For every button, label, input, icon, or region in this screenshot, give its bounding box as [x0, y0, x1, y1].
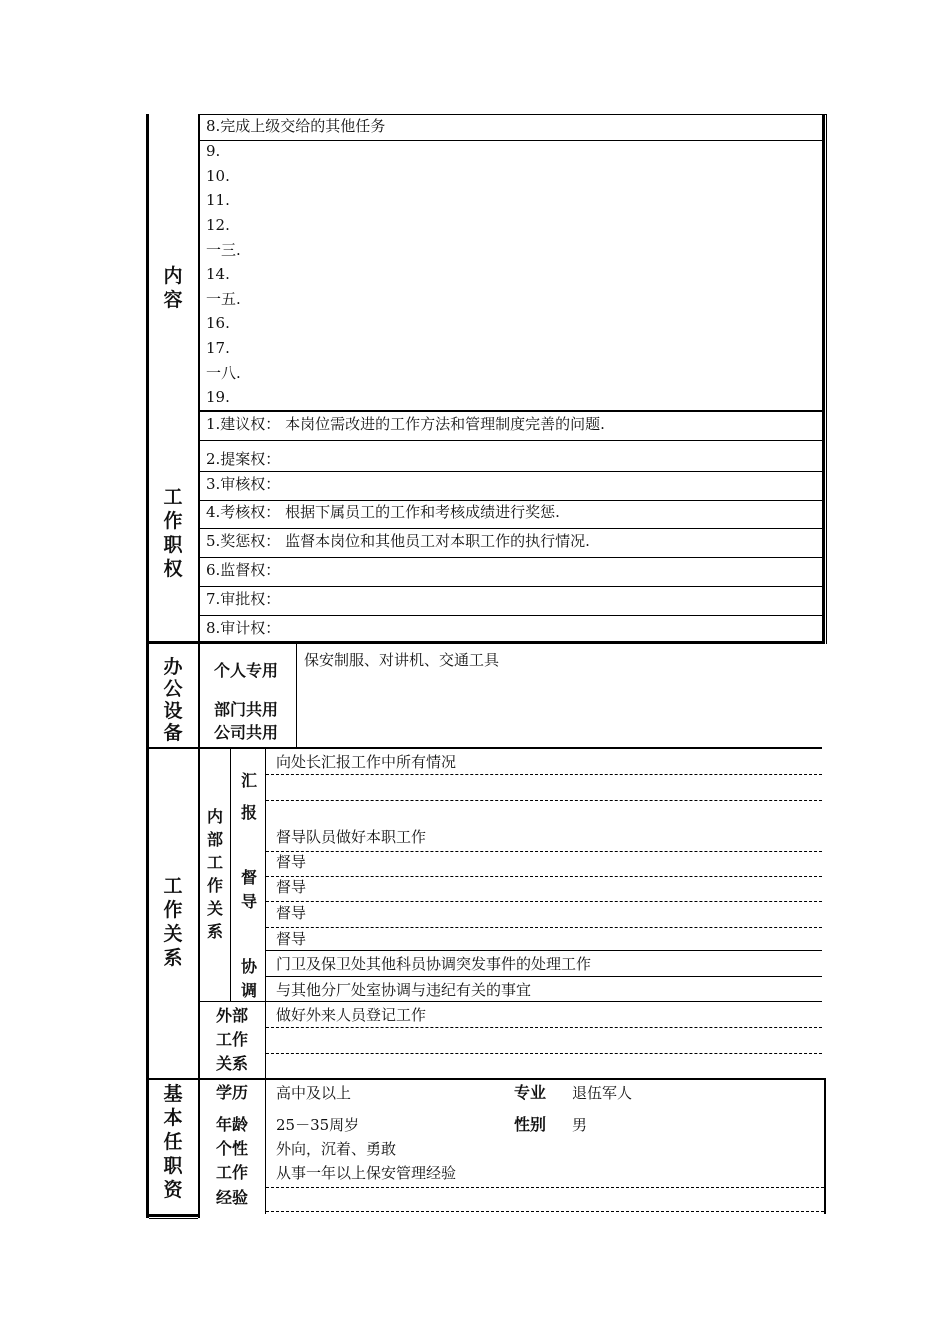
content-item-8: 8.完成上级交给的其他任务: [206, 117, 386, 135]
supervise-value: 督导: [276, 930, 307, 948]
experience-dash-line: [266, 1211, 824, 1212]
content-row-divider: [200, 140, 822, 141]
major-label: 专业: [514, 1083, 547, 1102]
supervise-value: 督导: [276, 878, 307, 896]
content-item: 11.: [206, 191, 230, 209]
supervise-dash-line: [266, 876, 822, 877]
content-section-label: 内容: [163, 265, 183, 311]
personal-equipment-label: 个人专用: [214, 661, 279, 680]
supervise-label: 督导: [241, 868, 258, 911]
report-dash-line: [266, 800, 822, 801]
authority-section-label: 工作职权: [163, 486, 183, 580]
external-dash-line: [266, 1053, 822, 1054]
internal-relations-label: 内部工作关系: [207, 807, 224, 941]
authority-row-3: 3.审核权：: [206, 475, 281, 493]
experience-label-2: 经验: [216, 1188, 249, 1207]
authority-divider: [200, 615, 822, 616]
content-item: 9.: [206, 142, 221, 160]
subgroup-divider: [265, 749, 266, 1214]
right-border-thick: [822, 114, 825, 644]
authority-row-7: 7.审批权：: [206, 590, 281, 608]
content-item: 一三.: [206, 241, 241, 259]
relations-section-label: 工作关系: [163, 875, 183, 969]
gender-label: 性别: [514, 1115, 547, 1134]
age-label: 年龄: [216, 1115, 249, 1134]
authority-row-8: 8.审计权：: [206, 619, 281, 637]
education-label: 学历: [216, 1083, 249, 1102]
content-item: 14.: [206, 265, 230, 283]
report-value: 向处长汇报工作中所有情况: [276, 753, 457, 771]
experience-value: 从事一年以上保安管理经验: [276, 1164, 457, 1182]
report-label: 汇报: [241, 771, 258, 822]
experience-label-1: 工作: [216, 1163, 249, 1182]
authority-equipment-divider: [149, 641, 823, 644]
authority-row-5: 5.奖惩权： 监督本岗位和其他员工对本职工作的执行情况.: [206, 532, 590, 550]
content-item: 17.: [206, 339, 230, 357]
external-relations-value: 做好外来人员登记工作: [276, 1006, 427, 1024]
authority-divider: [200, 500, 822, 501]
personality-label: 个性: [216, 1139, 249, 1158]
supervise-dash-line: [266, 901, 822, 902]
coordinate-label: 协调: [241, 957, 258, 1000]
internal-divider: [230, 749, 231, 1001]
label-column-divider: [198, 114, 200, 1218]
external-relations-label-2: 工作: [216, 1030, 249, 1049]
age-value: 25－35周岁: [276, 1116, 360, 1134]
qualifications-section-label: 基本任职资: [163, 1083, 183, 1201]
report-dash-line: [266, 774, 822, 775]
coordinate-divider: [266, 976, 822, 977]
education-value: 高中及以上: [276, 1084, 352, 1102]
content-item: 16.: [206, 314, 230, 332]
content-item: 一五.: [206, 290, 241, 308]
internal-external-divider: [200, 1001, 822, 1002]
top-border: [198, 114, 826, 115]
coordinate-value: 门卫及保卫处其他科员协调突发事件的处理工作: [276, 955, 592, 973]
experience-dash-line: [266, 1187, 824, 1188]
gender-value: 男: [572, 1116, 588, 1134]
external-dash-line: [266, 1027, 822, 1028]
left-border-thick: [146, 114, 149, 1218]
authority-divider: [200, 471, 822, 472]
major-value: 退伍军人: [572, 1084, 633, 1102]
content-item: 19.: [206, 388, 230, 406]
external-relations-label-1: 外部: [216, 1006, 249, 1025]
equipment-divider-vertical: [296, 644, 297, 748]
authority-row-2: 2.提案权：: [206, 450, 281, 468]
supervise-value: 督导队员做好本职工作: [276, 828, 427, 846]
authority-divider: [200, 557, 822, 558]
supervise-value: 督导: [276, 904, 307, 922]
right-border-lower: [824, 1080, 826, 1214]
authority-divider: [200, 586, 822, 587]
personality-value: 外向，沉着、勇敢: [276, 1140, 397, 1158]
authority-divider: [200, 440, 822, 441]
content-authority-divider: [200, 410, 822, 412]
supervise-dash-line: [266, 851, 822, 852]
authority-divider: [200, 528, 822, 529]
supervise-value: 督导: [276, 853, 307, 871]
content-item: 12.: [206, 216, 230, 234]
authority-row-6: 6.监督权：: [206, 561, 281, 579]
external-relations-label-3: 关系: [216, 1054, 249, 1073]
supervise-dash-line: [266, 927, 822, 928]
equipment-section-label: 办公设备: [163, 656, 183, 744]
content-item: 10.: [206, 167, 230, 185]
qualifications-bottom-thick: [149, 1214, 198, 1217]
supervise-coordinate-divider: [266, 950, 822, 951]
authority-row-4: 4.考核权： 根据下属员工的工作和考核成绩进行奖惩.: [206, 503, 560, 521]
authority-row-1: 1.建议权： 本岗位需改进的工作方法和管理制度完善的问题.: [206, 415, 605, 433]
personal-equipment-value: 保安制服、对讲机、交通工具: [304, 651, 500, 669]
right-border-thin: [826, 114, 827, 644]
equipment-relations-divider: [149, 747, 822, 749]
company-equipment-label: 公司共用: [214, 723, 279, 742]
qualifications-bottom-thin: [149, 1218, 198, 1219]
relations-qualifications-divider: [149, 1078, 826, 1080]
content-item: 一八.: [206, 364, 241, 382]
dept-equipment-label: 部门共用: [214, 700, 279, 719]
coordinate-value: 与其他分厂处室协调与违纪有关的事宜: [276, 981, 532, 999]
